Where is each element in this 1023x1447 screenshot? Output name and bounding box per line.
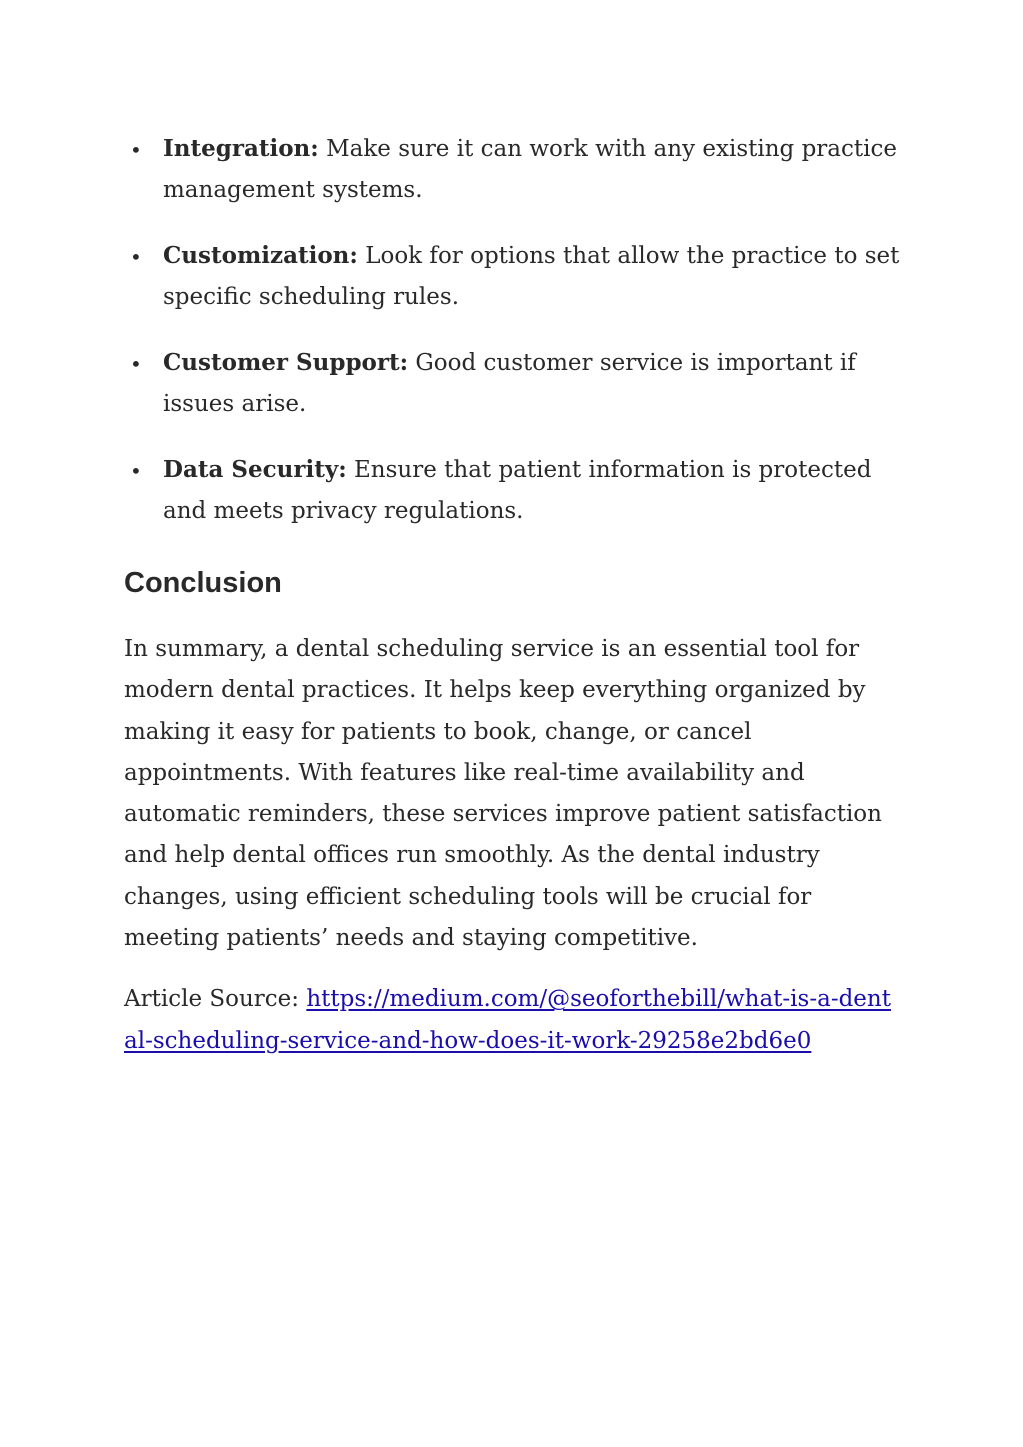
list-item-data-security <box>124 449 904 532</box>
conclusion-paragraph: In summary, a dental scheduling service is an essential tool for modern dental practices. It helps keep everything organized by making it easy for patients to book, change, or cancel appointments. With features like real-time availability and automatic reminders, these services improve patient satisfaction and help dental offices run smoothly. As the dental industry changes, using efficient scheduling tools will be crucial for meeting patients’ needs and staying competitive. <box>124 636 882 952</box>
document-page <box>124 128 904 1062</box>
list-item-text: Good customer service is important if issues arise. <box>163 350 856 417</box>
list-item-term: Integration: <box>163 135 319 162</box>
list-item-text: Make sure it can work with any existing practice management systems. <box>163 136 897 203</box>
bullet-icon: • <box>130 138 142 162</box>
article-source <box>124 979 904 1062</box>
feature-list <box>124 128 904 532</box>
list-item-text: Look for options that allow the practice to set specific scheduling rules. <box>163 243 900 310</box>
bullet-icon: • <box>130 245 142 269</box>
bullet-icon: • <box>130 352 142 376</box>
list-item-text: Ensure that patient information is protected and meets privacy regulations. <box>163 457 872 524</box>
article-source-label: Article Source: <box>124 986 307 1013</box>
list-item-customer-support <box>124 342 904 425</box>
article-source-link[interactable]: https://medium.com/@seoforthebill/what-is-a-dental-scheduling-service-and-how-does-it-work-29258e2bd6e0 <box>124 986 891 1054</box>
list-item-term: Data Security: <box>163 456 347 483</box>
conclusion-heading: Conclusion <box>124 567 282 599</box>
bullet-icon: • <box>130 459 142 483</box>
list-item-term: Customer Support: <box>163 349 409 376</box>
list-item-customization <box>124 235 904 318</box>
list-item-term: Customization: <box>163 242 358 269</box>
list-item-integration <box>124 128 904 211</box>
